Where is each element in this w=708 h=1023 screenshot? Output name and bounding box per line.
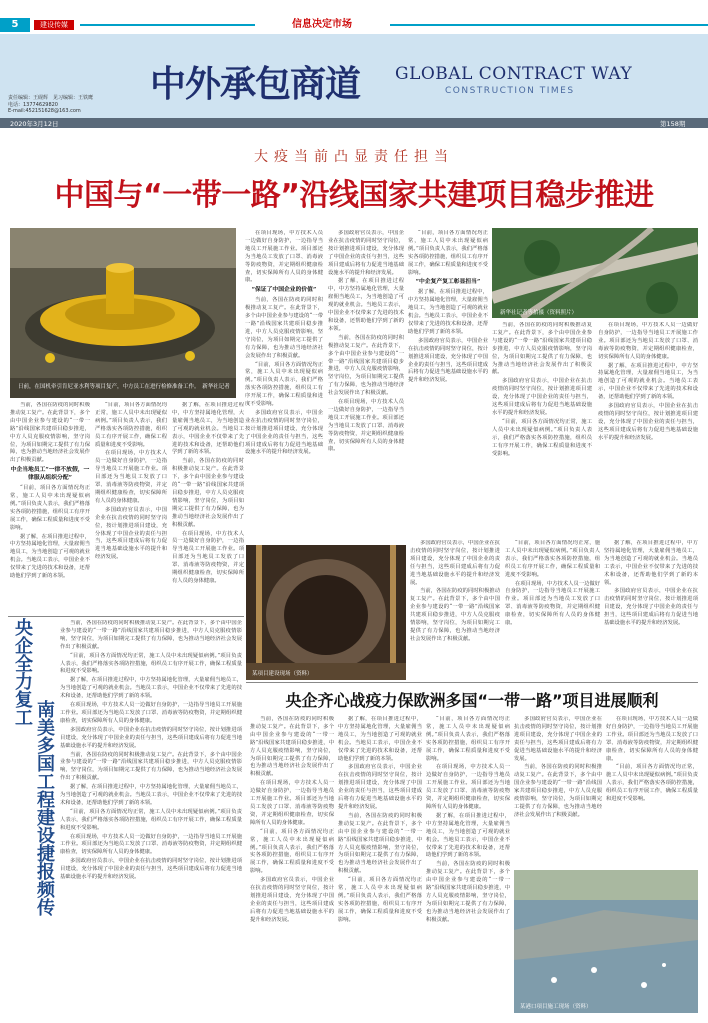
column-e-text-3: 当前，各国在防疫的同时积极推动复工复产。在此背景下，多个由中国企业参与建设的“一带一路”沿线国家共建项目稳步推进，中方人员克服疫情影响，坚守岗位，为项目如期完工提供了有力保障，也为推动当地经济社会发展作出了积极贡献。: [328, 334, 404, 397]
column-g: [492, 322, 592, 532]
column-l-text-6: 当前，各国在防疫的同时积极推动复工复产。在此背景下，多个由中国企业参与建设的“一带一路”沿线国家共建项目稳步推进，中方人员克服疫情影响，坚守岗位，为项目如期完工提供了有力保障，也为推动当地经济社会发展作出了积极贡献。: [60, 751, 242, 782]
column-d-text-4: 多国政府官员表示，中国企业在抗击疫情的同时坚守岗位，按计划推进项目建设，充分体现了中国企业的责任与担当，这些项目建成后将有力促进当地基础设施水平的提升和经济发展。: [245, 409, 323, 456]
column-q-text: 在项目现场，中方技术人员一边做好自身防护，一边指导当地员工开展施工作业。项目部还为当地员工发放了口罩、消毒液等防疫物资，并定期组织健康检查，切实保障所有人员的身体健康。: [606, 716, 698, 762]
column-m-text: 当前，各国在防疫的同时积极推动复工复产。在此背景下，多个由中国企业参与建设的“一带一路”沿线国家共建项目稳步推进，中方人员克服疫情影响，坚守岗位，为项目如期完工提供了有力保障，也为推动当地经济社会发展作出了积极贡献。: [250, 716, 334, 778]
main-headline: 中国与“一带一路”沿线国家共建项目稳步推进: [54, 178, 654, 213]
column-h-text-2: 据了解，在项目推进过程中，中方坚持属地化管理，大量雇佣当地员工，为当地创造了可观的就业机会。当地员工表示，中国企业不仅带来了先进的技术和设备，还帮助他们学到了新的本领。: [598, 362, 698, 401]
column-b: [95, 402, 167, 612]
topbar-rule-right: [390, 24, 708, 26]
column-o-text-3: 据了解，在项目推进过程中，中方坚持属地化管理，大量雇佣当地员工，为当地创造了可观的就业机会。当地员工表示，中国企业不仅带来了先进的技术和设备，还帮助他们学到了新的本领。: [426, 812, 510, 859]
column-c-text-3: 在项目现场，中方技术人员一边做好自身防护，一边指导当地员工开展施工作业。项目部还为当地员工发放了口罩、消毒液等防疫物资，并定期组织健康检查，切实保障所有人员的身体健康。: [172, 530, 244, 584]
issue-date: 2020年3月12日: [10, 120, 59, 128]
masthead-subtitle-en: CONSTRUCTION TIMES: [445, 86, 575, 96]
column-b-text-2: 在项目现场，中方技术人员一边做好自身防护，一边指导当地员工开展施工作业。项目部还为当地员工发放了口罩、消毒液等防疫物资，并定期组织健康检查，切实保障所有人员的身体健康。: [95, 450, 167, 504]
column-p-text-2: 当前，各国在防疫的同时积极推动复工复产。在此背景下，多个由中国企业参与建设的“一带一路”沿线国家共建项目稳步推进，中方人员克服疫情影响，坚守岗位，为项目如期完工提供了有力保障，也为推动当地经济社会发展作出了积极贡献。: [514, 764, 602, 818]
column-p-text: 多国政府官员表示，中国企业在抗击疫情的同时坚守岗位，按计划推进项目建设，充分体现了中国企业的责任与担当，这些项目建成后将有力促进当地基础设施水平的提升和经济发展。: [514, 716, 602, 762]
column-o: [426, 716, 510, 1016]
second-headline: 央企齐心战疫力保欧洲多国“一带一路”项目进展顺利: [285, 691, 659, 710]
top-bar: [0, 18, 708, 32]
column-d-text-2: 当前，各国在防疫的同时积极推动复工复产。在此背景下，多个由中国企业参与建设的“一带一路”沿线国家共建项目稳步推进，中方人员克服疫情影响，坚守岗位，为项目如期完工提供了有力保障，也为推动当地经济社会发展作出了积极贡献。: [245, 297, 323, 359]
column-e-text: 多国政府官员表示，中国企业在抗击疫情的同时坚守岗位，按计划推进项目建设，充分体现了中国企业的责任与担当，这些项目建成后将有力促进当地基础设施水平的提升和经济发展。: [328, 230, 404, 276]
column-e-text-2: 据了解，在项目推进过程中，中方坚持属地化管理，大量雇佣当地员工，为当地创造了可观的就业机会。当地员工表示，中国企业不仅带来了先进的技术和设备，还帮助他们学到了新的本领。: [328, 278, 404, 332]
column-l-text-3: 据了解，在项目推进过程中，中方坚持属地化管理，大量雇佣当地员工，为当地创造了可观的就业机会。当地员工表示，中国企业不仅带来了先进的技术和设备，还帮助他们学到了新的本领。: [60, 677, 242, 700]
column-f-text-2: 据了解，在项目推进过程中，中方坚持属地化管理，大量雇佣当地员工，为当地创造了可观的就业机会。当地员工表示，中国企业不仅带来了先进的技术和设备，还帮助他们学到了新的本领。: [408, 289, 488, 335]
column-l-text-7: 据了解，在项目推进过程中，中方坚持属地化管理，大量雇佣当地员工，为当地创造了可观的就业机会。当地员工表示，中国企业不仅带来了先进的技术和设备，还帮助他们学到了新的本领。: [60, 784, 242, 806]
column-o-text-2: 在项目现场，中方技术人员一边做好自身防护，一边指导当地员工开展施工作业。项目部还为当地员工发放了口罩、消毒液等防疫物资，并定期组织健康检查，切实保障所有人员的身体健康。: [426, 764, 510, 810]
side-title-1: 央企全力复工: [12, 618, 33, 726]
photo-tunnel-graphic: [246, 545, 406, 680]
staff-line-2: 电话：13774629820: [8, 102, 58, 108]
staff-line-1: 责任编辑：王砚辉 见习编辑：王铁鹰: [8, 95, 94, 101]
column-f-text-3: 多国政府官员表示，中国企业在抗击疫情的同时坚守岗位，按计划推进项目建设，充分体现了中国企业的责任与担当，这些项目建成后将有力促进当地基础设施水平的提升和经济发展。: [408, 337, 488, 384]
masthead-title-cn: 中外承包商道: [150, 64, 361, 105]
column-f: [408, 230, 488, 535]
column-n-text-2: 多国政府官员表示，中国企业在抗击疫情的同时坚守岗位，按计划推进项目建设，充分体现了中国企业的责任与担当，这些项目建成后将有力促进当地基础设施水平的提升和经济发展。: [338, 764, 422, 810]
column-j-text-2: 在项目现场，中方技术人员一边做好自身防护，一边指导当地员工开展施工作业。项目部还为当地员工发放了口罩、消毒液等防疫物资，并定期组织健康检查，切实保障所有人员的身体健康。: [505, 580, 600, 627]
column-a: [10, 402, 90, 612]
masthead: [0, 34, 708, 122]
column-h-text-3: 多国政府官员表示，中国企业在抗击疫情的同时坚守岗位，按计划推进项目建设，充分体现了中国企业的责任与担当，这些项目建成后将有力促进当地基础设施水平的提升和经济发展。: [598, 403, 698, 441]
column-i: [410, 540, 500, 680]
column-h: [598, 322, 698, 532]
column-o-text: “目前，项目各方面情况均正常，施工人员中未出现疑似病例。”项目负责人表示，我们严格落实各项防控措施，组织员工有序开展工作，确保工程质量和进度不受影响。: [426, 716, 510, 762]
subhead-2: “保证了中国企业的价值”: [251, 287, 317, 294]
column-d-text-3: “目前，项目各方面情况均正常，施工人员中未出现疑似病例。”项目负责人表示，我们严格落实各项防控措施，组织员工有序开展工作，确保工程质量和进度不受影响。: [245, 361, 323, 408]
column-l-text-10: 多国政府官员表示，中国企业在抗击疫情的同时坚守岗位，按计划推进项目建设，充分体现了中国企业的责任与担当，这些项目建成后将有力促进当地基础设施水平的提升和经济发展。: [60, 858, 242, 881]
column-a-text-2: “目前，项目各方面情况均正常，施工人员中未出现疑似病例。”项目负责人表示，我们严格落实各项防控措施，组织员工有序开展工作，确保工程质量和进度不受影响。: [10, 485, 90, 531]
photo-port: [514, 870, 698, 1013]
column-q: [606, 716, 698, 866]
section-title: 信息决定市场: [292, 19, 352, 30]
topbar-rule-left: [80, 24, 255, 26]
kicker: 大疫当前凸显责任担当: [254, 149, 454, 165]
column-g-text-3: “目前，项目各方面情况均正常，施工人员中未出现疑似病例。”项目负责人表示，我们严格落实各项防控措施，组织员工有序开展工作，确保工程质量和进度不受影响。: [492, 418, 592, 457]
subhead-3: “中企复产复工彰显担当”: [415, 279, 481, 286]
column-n: [338, 716, 422, 1016]
issue-number: 第158期: [660, 120, 686, 128]
column-l-text-4: 在项目现场，中方技术人员一边做好自身防护，一边指导当地员工开展施工作业。项目部还为当地员工发放了口罩、消毒液等防疫物资，并定期组织健康检查，切实保障所有人员的身体健康。: [60, 702, 242, 724]
photo-aerial-road: [492, 228, 698, 318]
column-f-text: “目前，项目各方面情况均正常，施工人员中未出现疑似病例。”项目负责人表示，我们严格落实各项防控措施，组织员工有序开展工作，确保工程质量和进度不受影响。: [408, 230, 488, 276]
column-n-text-3: 当前，各国在防疫的同时积极推动复工复产。在此背景下，多个由中国企业参与建设的“一带一路”沿线国家共建项目稳步推进，中方人员克服疫情影响，坚守岗位，为项目如期完工提供了有力保障，也为推动当地经济社会发展作出了积极贡献。: [338, 812, 422, 875]
column-k-text: 据了解，在项目推进过程中，中方坚持属地化管理，大量雇佣当地员工，为当地创造了可观的就业机会。当地员工表示，中国企业不仅带来了先进的技术和设备，还帮助他们学到了新的本领。: [604, 540, 698, 586]
photo-aerial-graphic: [492, 228, 698, 318]
photo-generator-caption: 日前，在国机牵引肯尼亚水利等项目复产，中方员工在进行检修准备工作。 新华社记者: [18, 384, 230, 390]
column-a-text-3: 据了解，在项目推进过程中，中方坚持属地化管理，大量雇佣当地员工，为当地创造了可观的就业机会。当地员工表示，中国企业不仅带来了先进的技术和设备，还帮助他们学到了新的本领。: [10, 533, 90, 580]
masthead-title-en: GLOBAL CONTRACT WAY: [395, 64, 633, 84]
column-b-text: “目前，项目各方面情况均正常，施工人员中未出现疑似病例。”项目负责人表示，我们严格落实各项防控措施，组织员工有序开展工作，确保工程质量和进度不受影响。: [95, 402, 167, 448]
column-n-text-4: “目前，项目各方面情况均正常，施工人员中未出现疑似病例。”项目负责人表示，我们严格落实各项防控措施，组织员工有序开展工作，确保工程质量和进度不受影响。: [338, 877, 422, 923]
column-a-text: 当前，各国在防疫的同时积极推动复工复产。在此背景下，多个由中国企业参与建设的“一带一路”沿线国家共建项目稳步推进，中方人员克服疫情影响，坚守岗位，为项目如期完工提供了有力保障，也为推动当地经济社会发展作出了积极贡献。: [10, 402, 90, 464]
column-l-text-9: 在项目现场，中方技术人员一边做好自身防护，一边指导当地员工开展施工作业。项目部还为当地员工发放了口罩、消毒液等防疫物资，并定期组织健康检查，切实保障所有人员的身体健康。: [60, 833, 242, 856]
photo-aerial-caption: 新华社记者等拍摄（资料照片）: [500, 310, 578, 316]
column-m-text-2: 在项目现场，中方技术人员一边做好自身防护，一边指导当地员工开展施工作业。项目部还为当地员工发放了口罩、消毒液等防疫物资，并定期组织健康检查，切实保障所有人员的身体健康。: [250, 780, 334, 826]
column-e-text-4: 在项目现场，中方技术人员一边做好自身防护，一边指导当地员工开展施工作业。项目部还为当地员工发放了口罩、消毒液等防疫物资，并定期组织健康检查，切实保障所有人员的身体健康。: [328, 399, 404, 453]
column-k: [604, 540, 698, 680]
column-l-text-5: 多国政府官员表示，中国企业在抗击疫情的同时坚守岗位，按计划推进项目建设，充分体现了中国企业的责任与担当，这些项目建成后将有力促进当地基础设施水平的提升和经济发展。: [60, 726, 242, 749]
column-h-text: 在项目现场，中方技术人员一边做好自身防护，一边指导当地员工开展施工作业。项目部还为当地员工发放了口罩、消毒液等防疫物资，并定期组织健康检查，切实保障所有人员的身体健康。: [598, 322, 698, 360]
column-l-text: 当前，各国在防疫的同时积极推动复工复产。在此背景下，多个由中国企业参与建设的“一带一路”沿线国家共建项目稳步推进，中方人员克服疫情影响，坚守岗位，为项目如期完工提供了有力保障，也为推动当地经济社会发展作出了积极贡献。: [60, 620, 242, 650]
column-i-text-2: 当前，各国在防疫的同时积极推动复工复产。在此背景下，多个由中国企业参与建设的“一带一路”沿线国家共建项目稳步推进，中方人员克服疫情影响，坚守岗位，为项目如期完工提供了有力保障，也为推动当地经济社会发展作出了积极贡献。: [410, 588, 500, 642]
column-m-text-4: 多国政府官员表示，中国企业在抗击疫情的同时坚守岗位，按计划推进项目建设，充分体现了中国企业的责任与担当，这些项目建成后将有力促进当地基础设施水平的提升和经济发展。: [250, 877, 334, 923]
column-n-text: 据了解，在项目推进过程中，中方坚持属地化管理，大量雇佣当地员工，为当地创造了可观的就业机会。当地员工表示，中国企业不仅带来了先进的技术和设备，还帮助他们学到了新的本领。: [338, 716, 422, 762]
column-j-text: “目前，项目各方面情况均正常，施工人员中未出现疑似病例。”项目负责人表示，我们严格落实各项防控措施，组织员工有序开展工作，确保工程质量和进度不受影响。: [505, 540, 600, 578]
column-k-text-2: 多国政府官员表示，中国企业在抗击疫情的同时坚守岗位，按计划推进项目建设，充分体现了中国企业的责任与担当，这些项目建成后将有力促进当地基础设施水平的提升和经济发展。: [604, 588, 698, 627]
column-p: [514, 716, 602, 866]
photo-tunnel: [246, 545, 406, 680]
column-l-text-2: “目前，项目各方面情况均正常，施工人员中未出现疑似病例。”项目负责人表示，我们严格落实各项防控措施，组织员工有序开展工作，确保工程质量和进度不受影响。: [60, 652, 242, 675]
subhead-1: 中企当地员工“一律不放假，一律服从组织分配”: [10, 467, 90, 482]
column-g-text: 当前，各国在防疫的同时积极推动复工复产。在此背景下，多个由中国企业参与建设的“一带一路”沿线国家共建项目稳步推进，中方人员克服疫情影响，坚守岗位，为项目如期完工提供了有力保障，也为推动当地经济社会发展作出了积极贡献。: [492, 322, 592, 376]
column-g-text-2: 多国政府官员表示，中国企业在抗击疫情的同时坚守岗位，按计划推进项目建设，充分体现了中国企业的责任与担当，这些项目建成后将有力促进当地基础设施水平的提升和经济发展。: [492, 378, 592, 416]
column-j: [505, 540, 600, 680]
column-c-text-2: 当前，各国在防疫的同时积极推动复工复产。在此背景下，多个由中国企业参与建设的“一带一路”沿线国家共建项目稳步推进，中方人员克服疫情影响，坚守岗位，为项目如期完工提供了有力保障，也为推动当地经济社会发展作出了积极贡献。: [172, 458, 244, 528]
column-d: [245, 230, 323, 540]
column-i-text: 多国政府官员表示，中国企业在抗击疫情的同时坚守岗位，按计划推进项目建设，充分体现了中国企业的责任与担当，这些项目建成后将有力促进当地基础设施水平的提升和经济发展。: [410, 540, 500, 586]
column-m-text-3: “目前，项目各方面情况均正常，施工人员中未出现疑似病例。”项目负责人表示，我们严格落实各项防控措施，组织员工有序开展工作，确保工程质量和进度不受影响。: [250, 828, 334, 875]
column-c-text: 据了解，在项目推进过程中，中方坚持属地化管理，大量雇佣当地员工，为当地创造了可观的就业机会。当地员工表示，中国企业不仅带来了先进的技术和设备，还帮助他们学到了新的本领。: [172, 402, 244, 456]
side-title-2: 南美多国工程建设捷报频传: [34, 700, 55, 916]
photo-generator: [10, 228, 236, 398]
photo-port-graphic: [514, 870, 698, 1013]
date-bar: [0, 118, 708, 128]
photo-port-caption: 某港口项目施工现场（资料）: [520, 1004, 592, 1010]
divider-second-headline: [246, 682, 698, 683]
divider-left-top: [8, 616, 244, 617]
column-m: [250, 716, 334, 1016]
column-c: [172, 402, 244, 612]
column-b-text-3: 多国政府官员表示，中国企业在抗击疫情的同时坚守岗位，按计划推进项目建设，充分体现了中国企业的责任与担当，这些项目建成后将有力促进当地基础设施水平的提升和经济发展。: [95, 506, 167, 561]
page-number: 5: [0, 18, 30, 32]
staff-line-3: E-mail:452151628@163.com: [8, 108, 81, 114]
column-l-text-8: “目前，项目各方面情况均正常，施工人员中未出现疑似病例。”项目负责人表示，我们严格落实各项防控措施，组织员工有序开展工作，确保工程质量和进度不受影响。: [60, 808, 242, 831]
column-e: [328, 230, 404, 540]
column-q-text-2: “目前，项目各方面情况均正常，施工人员中未出现疑似病例。”项目负责人表示，我们严格落实各项防控措施，组织员工有序开展工作，确保工程质量和进度不受影响。: [606, 764, 698, 803]
column-d-text: 在项目现场，中方技术人员一边做好自身防护，一边指导当地员工开展施工作业。项目部还为当地员工发放了口罩、消毒液等防疫物资，并定期组织健康检查，切实保障所有人员的身体健康。: [245, 230, 323, 284]
section-badge: 建设传媒: [34, 20, 74, 30]
photo-tunnel-caption: 某项目建设现场（资料）: [252, 671, 313, 677]
column-o-text-4: 当前，各国在防疫的同时积极推动复工复产。在此背景下，多个由中国企业参与建设的“一带一路”沿线国家共建项目稳步推进，中方人员克服疫情影响，坚守岗位，为项目如期完工提供了有力保障，也为推动当地经济社会发展作出了积极贡献。: [426, 861, 510, 923]
column-l: [60, 620, 242, 1010]
photo-generator-graphic: [10, 228, 236, 398]
